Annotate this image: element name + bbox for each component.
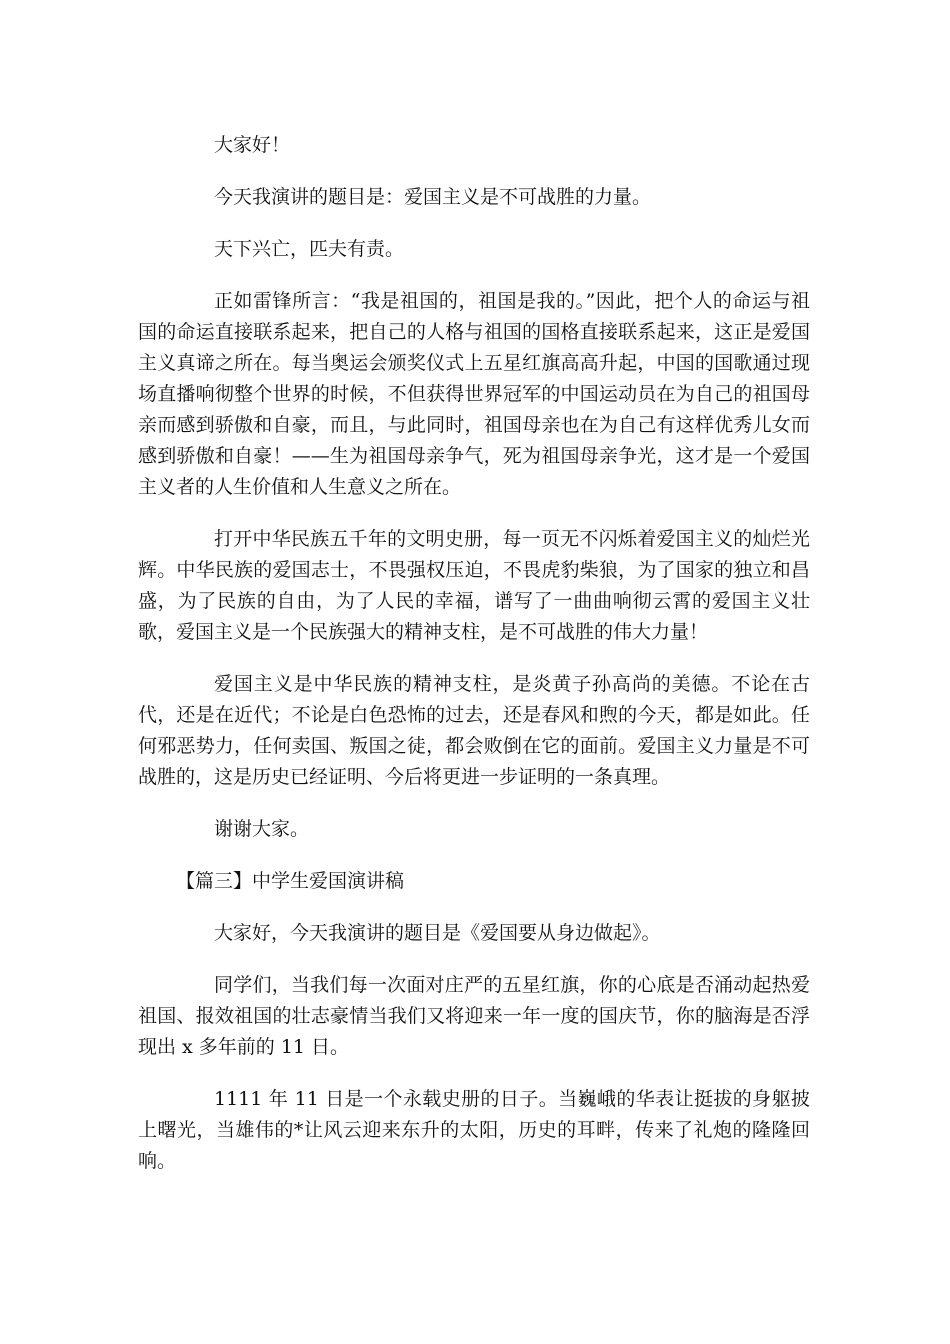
paragraph-date: 1111 年 11 日是一个永载史册的日子。当巍峨的华表让挺拔的身躯披上曙光，当雄伟的*让风云迎来东升的太阳，历史的耳畔，传来了礼炮的隆隆回响。 xyxy=(138,1088,810,1172)
paragraph-thanks: 谢谢大家。 xyxy=(214,818,310,840)
document-body xyxy=(138,130,810,1198)
paragraph-lei-feng: 正如雷锋所言：“我是祖国的，祖国是我的。”因此，把个人的命运与祖国的命运直接联系起来，把自己的人格与祖国的国格直接联系起来，这正是爱国主义真谛之所在。每当奥运会颁奖仪式上五星红旗高高升起，中国的国歌通过现场直播响彻整个世界的时候，不但获得世界冠军的中国运动员在为自己的祖国母亲而感到骄傲和自豪，而且，与此同时，祖国母亲也在为自己有这样优秀儿女而感到骄傲和自豪！——生为祖国母亲争气，死为祖国母亲争光，这才是一个爱国主义者的人生价值和人生意义之所在。 xyxy=(138,290,810,498)
paragraph-greeting: 大家好！ xyxy=(214,134,291,156)
paragraph-proverb: 天下兴亡，匹夫有责。 xyxy=(214,238,405,260)
paragraph-flag: 同学们，当我们每一次面对庄严的五星红旗，你的心底是否涌动起热爱祖国、报效祖国的壮志豪情当我们又将迎来一年一度的国庆节，你的脑海是否浮现出 x 多年前的 11 日。 xyxy=(138,974,810,1058)
paragraph-spirit: 爱国主义是中华民族的精神支柱，是炎黄子孙高尚的美德。不论在古代，还是在近代；不论是白色恐怖的过去，还是春风和煦的今天，都是如此。任何邪恶势力，任何卖国、叛国之徒，都会败倒在它的面前。爱国主义力量是不可战胜的，这是历史已经证明、今后将更进一步证明的一条真理。 xyxy=(138,673,810,788)
paragraph-topic: 今天我演讲的题目是：爱国主义是不可战胜的力量。 xyxy=(214,186,652,208)
paragraph-greeting-2: 大家好，今天我演讲的题目是《爱国要从身边做起》。 xyxy=(214,922,661,944)
paragraph-history: 打开中华民族五千年的文明史册，每一页无不闪烁着爱国主义的灿烂光辉。中华民族的爱国志士，不畏强权压迫，不畏虎豹柴狼，为了国家的独立和昌盛，为了民族的自由，为了人民的幸福，谱写了一曲曲响彻云霄的爱国主义壮歌，爱国主义是一个民族强大的精神支柱，是不可战胜的伟大力量！ xyxy=(138,528,810,643)
section-heading: 【篇三】中学生爱国演讲稿 xyxy=(176,870,405,892)
